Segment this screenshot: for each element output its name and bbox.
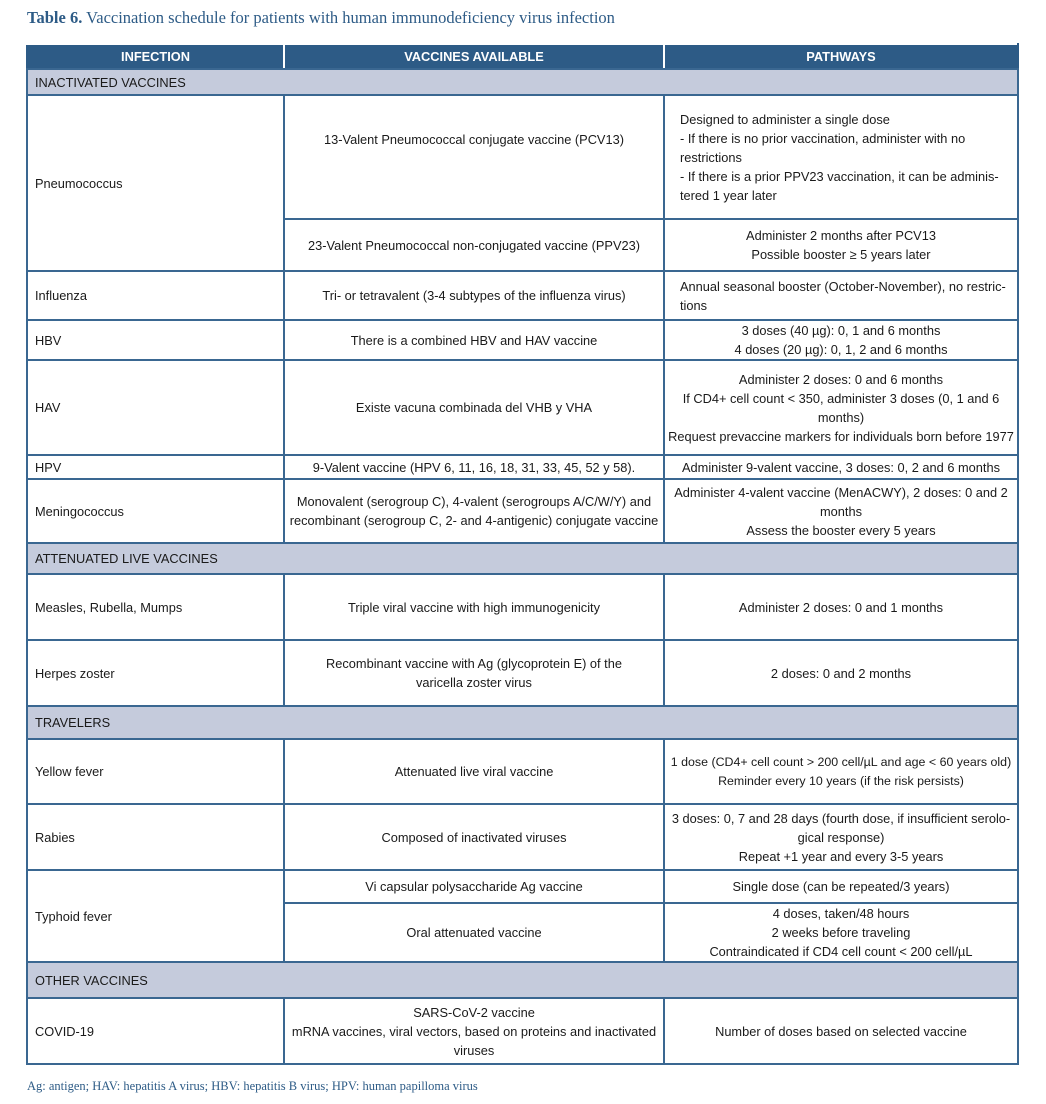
pathway-line: Administer 2 months after PCV13 (746, 228, 936, 243)
vaccine-cell: 13-Valent Pneumococcal conjugate vaccine (PCV13) (284, 95, 664, 219)
vaccination-table (26, 43, 1019, 1065)
pathway-line: 1 dose (CD4+ cell count > 200 cell/µL and age < 60 years old) (670, 754, 1012, 769)
table-row (27, 320, 1018, 360)
vaccine-cell (284, 998, 664, 1064)
pathway-cell (664, 739, 1018, 804)
table-row (27, 739, 1018, 804)
infection-cell: Rabies (27, 804, 284, 870)
infection-cell: Pneumococcus (27, 95, 284, 271)
header-infection: INFECTION (27, 44, 284, 69)
section-travelers: TRAVELERS (27, 706, 1018, 739)
section-row (27, 69, 1018, 95)
section-inactivated: INACTIVATED VACCINES (27, 69, 1018, 95)
table-row (27, 574, 1018, 640)
table-row (27, 998, 1018, 1064)
table-caption (27, 8, 615, 28)
vaccine-cell: Triple viral vaccine with high immunogenicity (284, 574, 664, 640)
section-row (27, 543, 1018, 574)
vaccine-cell: Attenuated live viral vaccine (284, 739, 664, 804)
pathway-cell (664, 320, 1018, 360)
pathway-line: Repeat +1 year and every 3-5 years (738, 848, 944, 864)
section-row (27, 962, 1018, 998)
pathway-line: - If there is a prior PPV23 vaccination, it can be administered 1 year later (680, 168, 999, 203)
vaccine-cell: 23-Valent Pneumococcal non-conjugated vaccine (PPV23) (284, 219, 664, 271)
pathway-cell: Administer 2 doses: 0 and 1 months (664, 574, 1018, 640)
pathway-line: Administer 4-valent vaccine (MenACWY), 2 doses: 0 and 2 months (674, 484, 1008, 519)
vaccine-cell: Tri- or tetravalent (3-4 subtypes of the influenza virus) (284, 271, 664, 320)
infection-cell: Measles, Rubella, Mumps (27, 574, 284, 640)
pathway-cell: Number of doses based on selected vaccine (664, 998, 1018, 1064)
table-title: Vaccination schedule for patients with human immunodeficiency virus infection (86, 8, 615, 27)
pathway-line: Contraindicated if CD4 cell count < 200 cell/µL (709, 944, 973, 959)
vaccine-cell: Vi capsular polysaccharide Ag vaccine (284, 870, 664, 903)
pathway-line: Request prevaccine markers for individuals born before 1977 (668, 428, 1014, 444)
pathway-line: Administer 2 doses: 0 and 6 months (738, 371, 944, 387)
pathway-line: Possible booster ≥ 5 years later (751, 247, 931, 262)
pathway-line: 3 doses (40 µg): 0, 1 and 6 months (741, 323, 941, 338)
table-row (27, 870, 1018, 903)
header-row (27, 44, 1018, 69)
vaccine-cell: 9-Valent vaccine (HPV 6, 11, 16, 18, 31, 33, 45, 52 y 58). (284, 455, 664, 479)
pathway-line: Assess the booster every 5 years (746, 522, 936, 538)
pathway-cell (664, 360, 1018, 455)
infection-cell: Yellow fever (27, 739, 284, 804)
table-label: Table 6. (27, 8, 83, 27)
header-vaccines: VACCINES AVAILABLE (284, 44, 664, 69)
table-row (27, 640, 1018, 706)
vaccine-cell: Composed of inactivated viruses (284, 804, 664, 870)
header-pathways: PATHWAYS (664, 44, 1018, 69)
vaccine-line: SARS-CoV-2 vaccine (413, 1004, 535, 1020)
infection-cell: HPV (27, 455, 284, 479)
table-row (27, 455, 1018, 479)
pathway-line: If CD4+ cell count < 350, administer 3 doses (0, 1 and 6 months) (682, 390, 1000, 425)
infection-cell: HAV (27, 360, 284, 455)
pathway-cell (664, 219, 1018, 271)
pathway-line: Reminder every 10 years (if the risk persists) (718, 773, 964, 788)
table-row (27, 271, 1018, 320)
infection-cell: HBV (27, 320, 284, 360)
pathway-cell: Annual seasonal booster (October-November), no restrictions (664, 271, 1018, 320)
section-row (27, 706, 1018, 739)
pathway-cell (664, 804, 1018, 870)
table-footnote: Ag: antigen; HAV: hepatitis A virus; HBV: hepatitis B virus; HPV: human papilloma virus (27, 1079, 478, 1093)
pathway-cell (664, 479, 1018, 543)
vaccine-cell: Monovalent (serogroup C), 4-valent (serogroups A/C/W/Y) and recombinant (serogroup C, 2- and 4-antigenic) conjugate vaccine (284, 479, 664, 543)
pathway-line: Designed to administer a single dose (680, 111, 890, 127)
infection-cell: Meningococcus (27, 479, 284, 543)
vaccine-line: mRNA vaccines, viral vectors, based on proteins and inactivated viruses (291, 1023, 657, 1058)
pathway-cell (664, 903, 1018, 962)
pathway-line: 4 doses (20 µg): 0, 1, 2 and 6 months (734, 342, 948, 357)
infection-cell: Herpes zoster (27, 640, 284, 706)
vaccine-cell: Existe vacuna combinada del VHB y VHA (284, 360, 664, 455)
table-row (27, 804, 1018, 870)
pathway-line: 3 doses: 0, 7 and 28 days (fourth dose, if insufficient serological response) (671, 810, 1011, 845)
infection-cell: Influenza (27, 271, 284, 320)
table-row (27, 479, 1018, 543)
pathway-line: 4 doses, taken/48 hours (772, 906, 910, 921)
pathway-cell (664, 95, 1018, 219)
pathway-cell: Single dose (can be repeated/3 years) (664, 870, 1018, 903)
vaccine-cell: Recombinant vaccine with Ag (glycoprotein E) of the varicella zoster virus (284, 640, 664, 706)
pathway-cell: Administer 9-valent vaccine, 3 doses: 0, 2 and 6 months (664, 455, 1018, 479)
infection-cell: Typhoid fever (27, 870, 284, 962)
pathway-cell: 2 doses: 0 and 2 months (664, 640, 1018, 706)
pathway-line: - If there is no prior vaccination, administer with no restrictions (680, 130, 966, 165)
vaccine-cell: Oral attenuated vaccine (284, 903, 664, 962)
table-row (27, 360, 1018, 455)
pathway-line: 2 weeks before traveling (771, 925, 911, 940)
infection-cell: COVID-19 (27, 998, 284, 1064)
table-row (27, 95, 1018, 219)
section-other: OTHER VACCINES (27, 962, 1018, 998)
section-attenuated: ATTENUATED LIVE VACCINES (27, 543, 1018, 574)
vaccine-cell: There is a combined HBV and HAV vaccine (284, 320, 664, 360)
